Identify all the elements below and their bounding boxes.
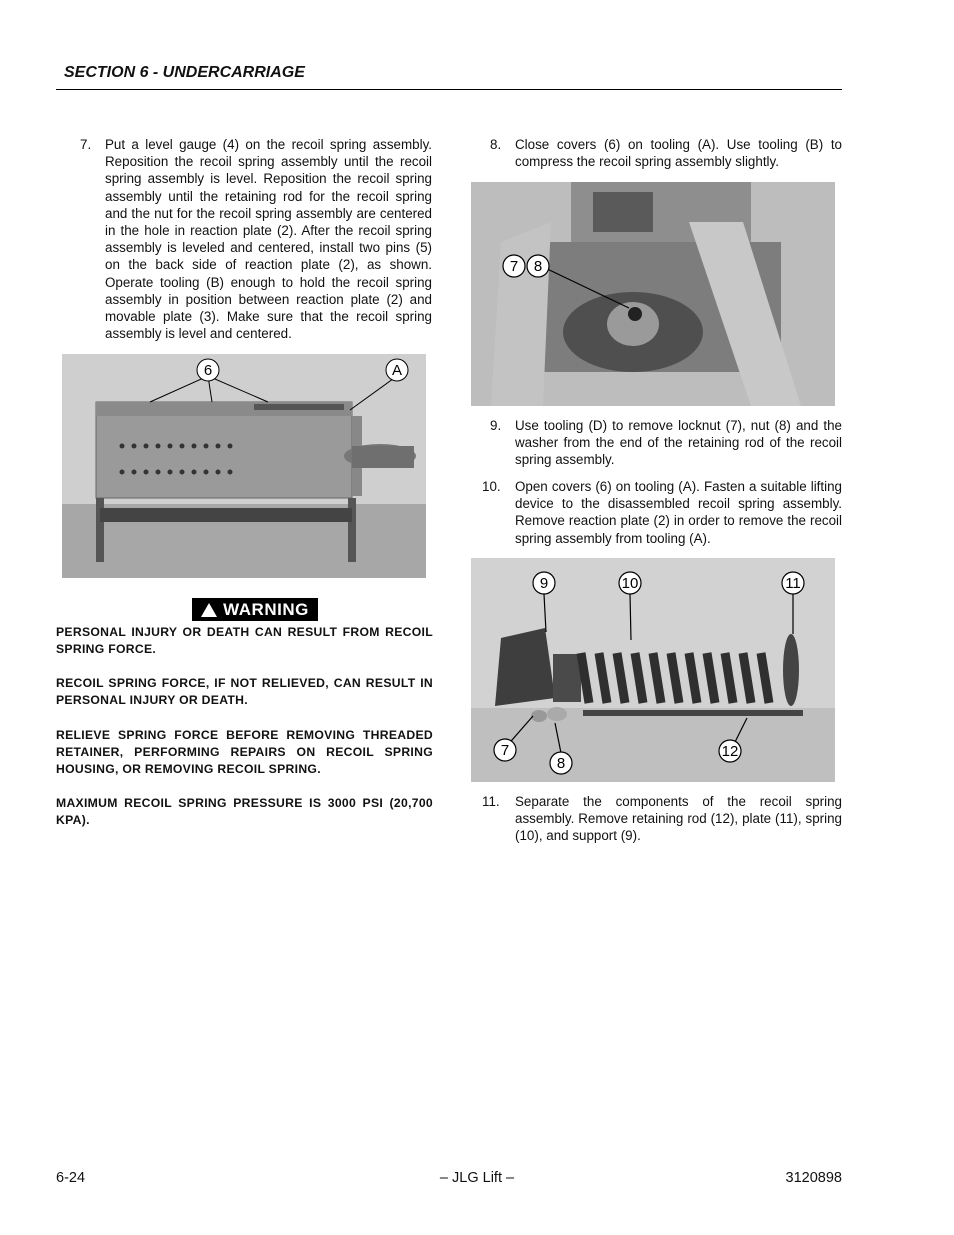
warning-badge xyxy=(192,598,318,621)
step-7 xyxy=(80,136,432,342)
callout-7: 7 xyxy=(500,742,510,759)
step-number: 8. xyxy=(490,137,502,152)
step-text: Put a level gauge (4) on the recoil spring assembly. Reposition the recoil spring assembly until the recoil spring assembly is level. Reposition the recoil spring assembly until the retaining rod for the recoil spring and the nut for the recoil spring assembly are centered in the hole in reaction plate (2). After the recoil spring assembly is leveled and centered, install two pins (5) on the back side of reaction plate (2), as shown. Operate tooling (B) enough to hold the recoil spring assembly in position between reaction plate (2) and movable plate (3). Make sure that the recoil spring assembly is level and centered. xyxy=(105,137,432,342)
section-title: SECTION 6 - UNDERCARRIAGE xyxy=(64,64,305,81)
callout-8: 8 xyxy=(533,258,543,275)
step-number: 10. xyxy=(482,479,501,494)
document-number: 3120898 xyxy=(785,1170,842,1186)
step-text: Open covers (6) on tooling (A). Fasten a suitable lifting device to the disassembled recoil spring assembly. Remove reaction plate (2) in order to remove the recoil spring assembly from tooling (A). xyxy=(515,479,842,546)
callout-6: 6 xyxy=(203,362,213,379)
step-number: 11. xyxy=(482,794,500,809)
step-text: Use tooling (D) to remove locknut (7), nut (8) and the washer from the end of the retaining rod of the recoil spring assembly. xyxy=(515,418,842,468)
callout-10: 10 xyxy=(621,575,639,592)
figure-tooling-covers xyxy=(62,354,426,578)
step-number: 9. xyxy=(490,418,502,433)
warning-label: WARNING xyxy=(223,599,309,619)
callout-9: 9 xyxy=(539,575,549,592)
footer-center: – JLG Lift – xyxy=(439,1170,515,1186)
callout-a: A xyxy=(391,362,403,379)
warning-paragraph-4: MAXIMUM RECOIL SPRING PRESSURE IS 3000 PSI (20,700 KPA). xyxy=(56,796,433,827)
callout-11: 11 xyxy=(785,575,801,592)
figure-locknut xyxy=(471,182,835,406)
page-number: 6-24 xyxy=(56,1170,86,1186)
warning-paragraph-1: PERSONAL INJURY OR DEATH CAN RESULT FROM RECOIL SPRING FORCE. xyxy=(56,625,433,656)
warning-paragraph-2: RECOIL SPRING FORCE, IF NOT RELIEVED, CAN RESULT IN PERSONAL INJURY OR DEATH. xyxy=(56,676,433,707)
figure-spring-components xyxy=(471,558,835,782)
step-text: Separate the components of the recoil spring assembly. Remove retaining rod (12), plate (11), spring (10), and support (9). xyxy=(515,794,842,844)
step-number: 7. xyxy=(80,137,92,152)
step-9 xyxy=(490,417,842,469)
warning-paragraph-3: RELIEVE SPRING FORCE BEFORE REMOVING THREADED RETAINER, PERFORMING REPAIRS ON RECOIL SPRING HOUSING, OR REMOVING RECOIL SPRING. xyxy=(56,728,433,776)
callout-7: 7 xyxy=(509,258,519,275)
warning-triangle-icon xyxy=(201,603,217,617)
callout-12: 12 xyxy=(721,743,739,760)
step-11 xyxy=(482,793,842,845)
step-10 xyxy=(482,478,842,547)
callout-8: 8 xyxy=(556,755,566,772)
step-text: Close covers (6) on tooling (A). Use tooling (B) to compress the recoil spring assembly slightly. xyxy=(515,137,842,170)
header-rule xyxy=(56,89,842,90)
step-8 xyxy=(490,136,842,170)
